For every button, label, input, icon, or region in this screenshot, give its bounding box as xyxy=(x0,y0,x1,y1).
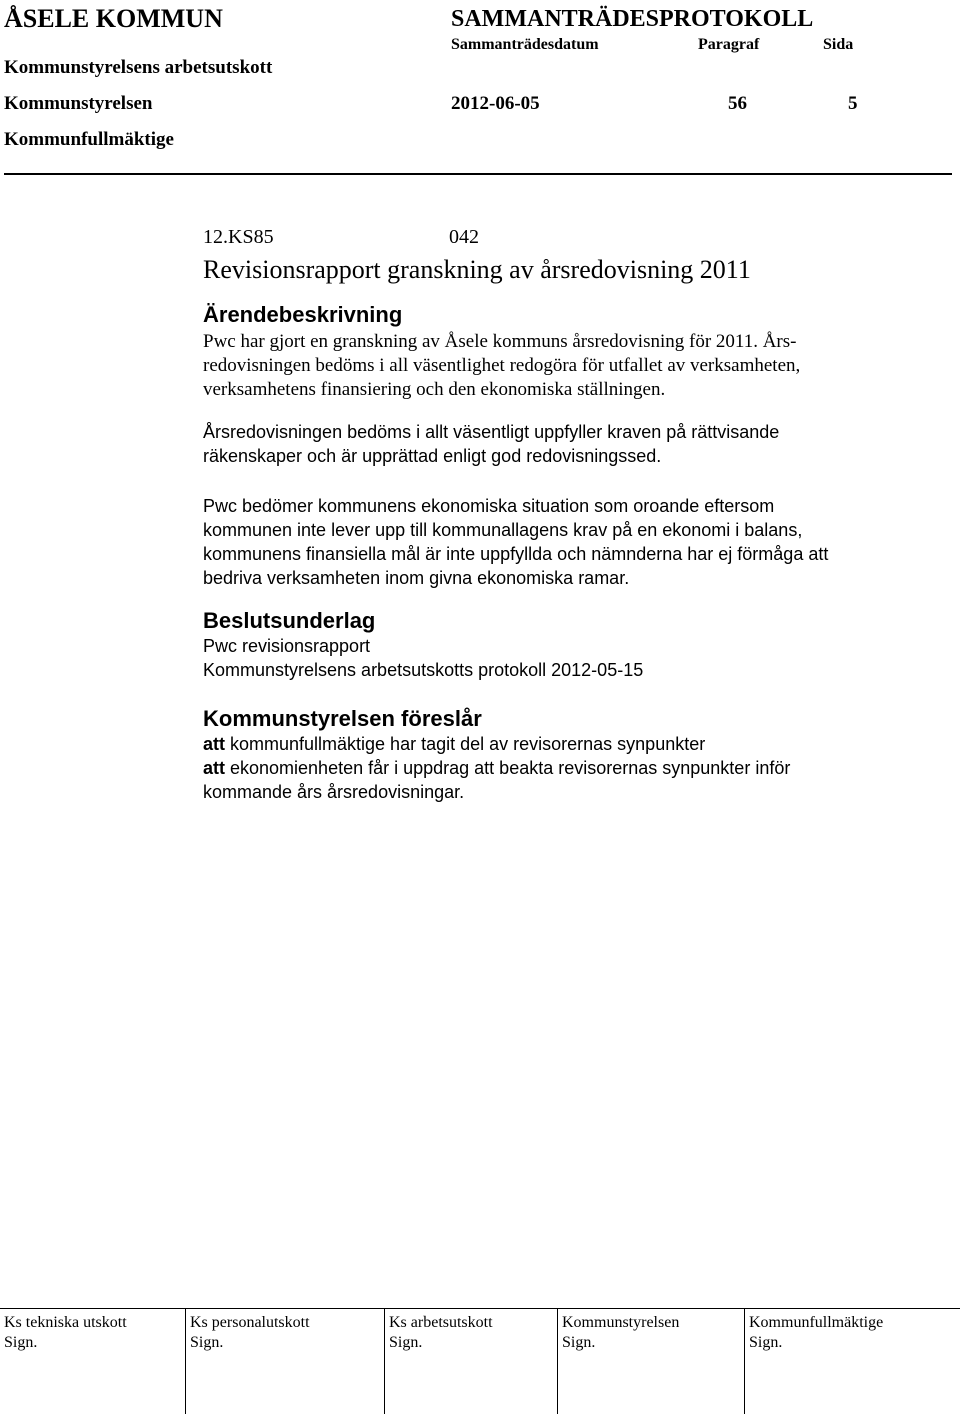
body-council: Kommunfullmäktige xyxy=(4,129,174,150)
description-paragraph-2: Årsredovisningen bedöms i allt väsentligt uppfyller kraven på rättvisande räkenskaper och är upprättad enligt god redovisningssed. xyxy=(203,422,780,466)
proposal-heading: Kommunstyrelsen föreslår xyxy=(203,706,482,731)
signature-cell-council xyxy=(745,1308,960,1414)
column-header-date: Sammanträdesdatum xyxy=(451,36,599,53)
organization-name: ÅSELE KOMMUN xyxy=(4,4,223,33)
document-type: SAMMANTRÄDESPROTOKOLL xyxy=(451,6,814,32)
proposal-list xyxy=(203,732,903,804)
signature-label: Ks arbetsutskott xyxy=(389,1314,493,1331)
signature-label: Kommunfullmäktige xyxy=(749,1314,884,1331)
column-header-page: Sida xyxy=(823,36,854,53)
case-title: Revisionsrapport granskning av årsredovisning 2011 xyxy=(203,255,751,284)
signature-field: Sign. xyxy=(749,1334,783,1351)
column-header-paragraph: Paragraf xyxy=(698,36,760,53)
proposal-item: att ekonomienheten får i uppdrag att beakta revisorernas synpunkter inför xyxy=(203,758,791,778)
description-paragraph-1: Pwc har gjort en granskning av Åsele kommuns årsredovisning för 2011. Års- redovisningen bedöms i all väsentlighet redogöra för utfallet av verksamheten, verksamhetens finansiering och den ekonomiska ställningen. xyxy=(203,331,801,400)
signature-label: Ks tekniska utskott xyxy=(4,1314,127,1331)
signature-label: Ks personalutskott xyxy=(190,1314,310,1331)
page-number: 5 xyxy=(848,93,858,114)
basis-heading: Beslutsunderlag xyxy=(203,608,376,633)
proposal-item: att kommunfullmäktige har tagit del av revisorernas synpunkter xyxy=(203,734,706,754)
case-code: 042 xyxy=(449,226,479,248)
basis-list: Pwc revisionsrapport Kommunstyrelsens arbetsutskotts protokoll 2012-05-15 xyxy=(203,636,644,680)
body-working-committee: Kommunstyrelsens arbetsutskott xyxy=(4,57,273,78)
case-content xyxy=(203,224,903,804)
proposal-continuation: kommande års årsredovisningar. xyxy=(203,782,465,802)
signature-cell-technical-committee xyxy=(0,1308,185,1414)
signature-cell-executive-board xyxy=(558,1308,744,1414)
body-executive-board: Kommunstyrelsen xyxy=(4,93,153,114)
meeting-date: 2012-06-05 xyxy=(451,93,540,114)
case-number: 12.KS85 xyxy=(203,226,274,248)
signature-field: Sign. xyxy=(562,1334,596,1351)
description-heading: Ärendebeskrivning xyxy=(203,302,403,327)
header-divider xyxy=(4,173,952,175)
signature-field: Sign. xyxy=(4,1334,38,1351)
signature-table xyxy=(0,1308,960,1414)
signature-field: Sign. xyxy=(190,1334,224,1351)
signature-field: Sign. xyxy=(389,1334,423,1351)
description-paragraph-3: Pwc bedömer kommunens ekonomiska situation som oroande eftersom kommunen inte lever upp till kommunallagens krav på en ekonomi i balans, kommunens finansiella mål är inte uppfyllda och nämnderna har ej förmåga att bedriva verksamheten inom givna ekonomiska ramar. xyxy=(203,496,829,588)
signature-label: Kommunstyrelsen xyxy=(562,1314,680,1331)
signature-cell-working-committee xyxy=(385,1308,557,1414)
paragraph-number: 56 xyxy=(728,93,747,114)
signature-cell-personnel-committee xyxy=(186,1308,384,1414)
case-reference xyxy=(203,224,903,250)
